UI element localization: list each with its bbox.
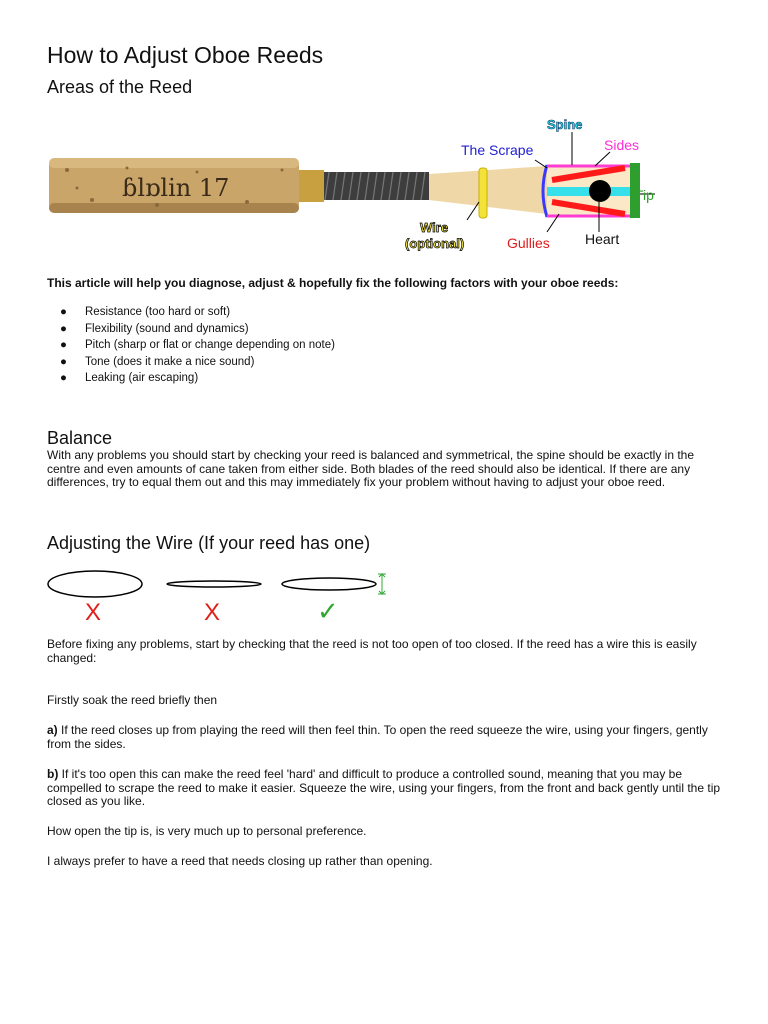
wire-paragraph-4: I always prefer to have a reed that needs closing up rather than opening.	[47, 854, 433, 868]
wire-step-a: a) If the reed closes up from playing the reed will then feel thin. To open the reed squeeze the wire, using your fingers, gently from the sides.	[47, 723, 708, 751]
wire-paragraph-2: Firstly soak the reed briefly then	[47, 693, 218, 707]
wire-paragraph-3: How open the tip is, is very much up to personal preference.	[47, 824, 367, 838]
bullet: ●	[60, 306, 67, 318]
label-wire: Wire	[420, 220, 449, 235]
balance-text: With any problems you should start by checking your reed is balanced and symmetrical, the spine should be exactly in the centre and even amounts of cane taken from either side. Both blades of the reed should also be identical. If there are any differences, try to equal them out and this may immediately fix your problem without having to adjust your oboe reed.	[47, 448, 695, 489]
factors-list	[47, 304, 335, 387]
label-wire-optional: (optional)	[405, 236, 465, 251]
bullet: ●	[60, 372, 67, 384]
cork-inscription: ɓlɒlin 17	[122, 174, 230, 202]
label-tip: Tip	[635, 187, 654, 203]
too-closed-shape	[167, 581, 261, 587]
label-gullies: Gullies	[507, 235, 550, 251]
wrong-mark-1: X	[85, 599, 102, 626]
wire-paragraph-1: Before fixing any problems, start by checking that the reed is not too open of too closed. If the reed has a wire this is easily changed:	[47, 637, 697, 665]
thread-binding	[324, 172, 429, 200]
wire-heading: Adjusting the Wire (If your reed has one)	[47, 533, 371, 553]
label-sides: Sides	[604, 137, 640, 153]
list-item: ● Pitch (sharp or flat or change depending on note)	[60, 339, 335, 351]
too-open-shape	[48, 571, 142, 597]
correct-shape	[282, 578, 376, 590]
areas-heading: Areas of the Reed	[47, 77, 193, 97]
label-spine: Spine	[547, 117, 583, 132]
bullet: ●	[60, 355, 67, 368]
reed-diagram	[47, 110, 687, 260]
reed-cork	[49, 158, 299, 213]
list-item: ● Resistance (too hard or soft)	[60, 306, 231, 318]
label-heart: Heart	[585, 231, 620, 247]
list-item: ● Tone (does it make a nice sound)	[60, 355, 255, 368]
bullet: ●	[60, 339, 67, 351]
reed-wire	[479, 168, 487, 218]
opening-height-indicator	[378, 574, 386, 594]
list-item: ● Flexibility (sound and dynamics)	[60, 322, 249, 335]
staple-ring	[299, 170, 324, 202]
list-item: ● Leaking (air escaping)	[60, 372, 199, 384]
label-the-scrape: The Scrape	[461, 142, 534, 158]
intro-text: This article will help you diagnose, adjust & hopefully fix the following factors with your oboe reeds:	[47, 276, 619, 290]
correct-check-icon: ✓	[317, 596, 339, 626]
page-title: How to Adjust Oboe Reeds	[47, 42, 324, 68]
wrong-mark-2: X	[204, 599, 221, 626]
wire-step-b: b) If it's too open this can make the reed feel 'hard' and difficult to produce a controlled sound, meaning that you may be compelled to scrape the reed to make it easier. Squeeze the wire, using your fingers, from the front and back gently until the tip closed as you like.	[47, 767, 721, 808]
scrape-area	[543, 163, 640, 218]
bullet: ●	[60, 322, 67, 335]
reed-opening-diagram	[47, 565, 407, 627]
balance-heading: Balance	[47, 428, 113, 448]
